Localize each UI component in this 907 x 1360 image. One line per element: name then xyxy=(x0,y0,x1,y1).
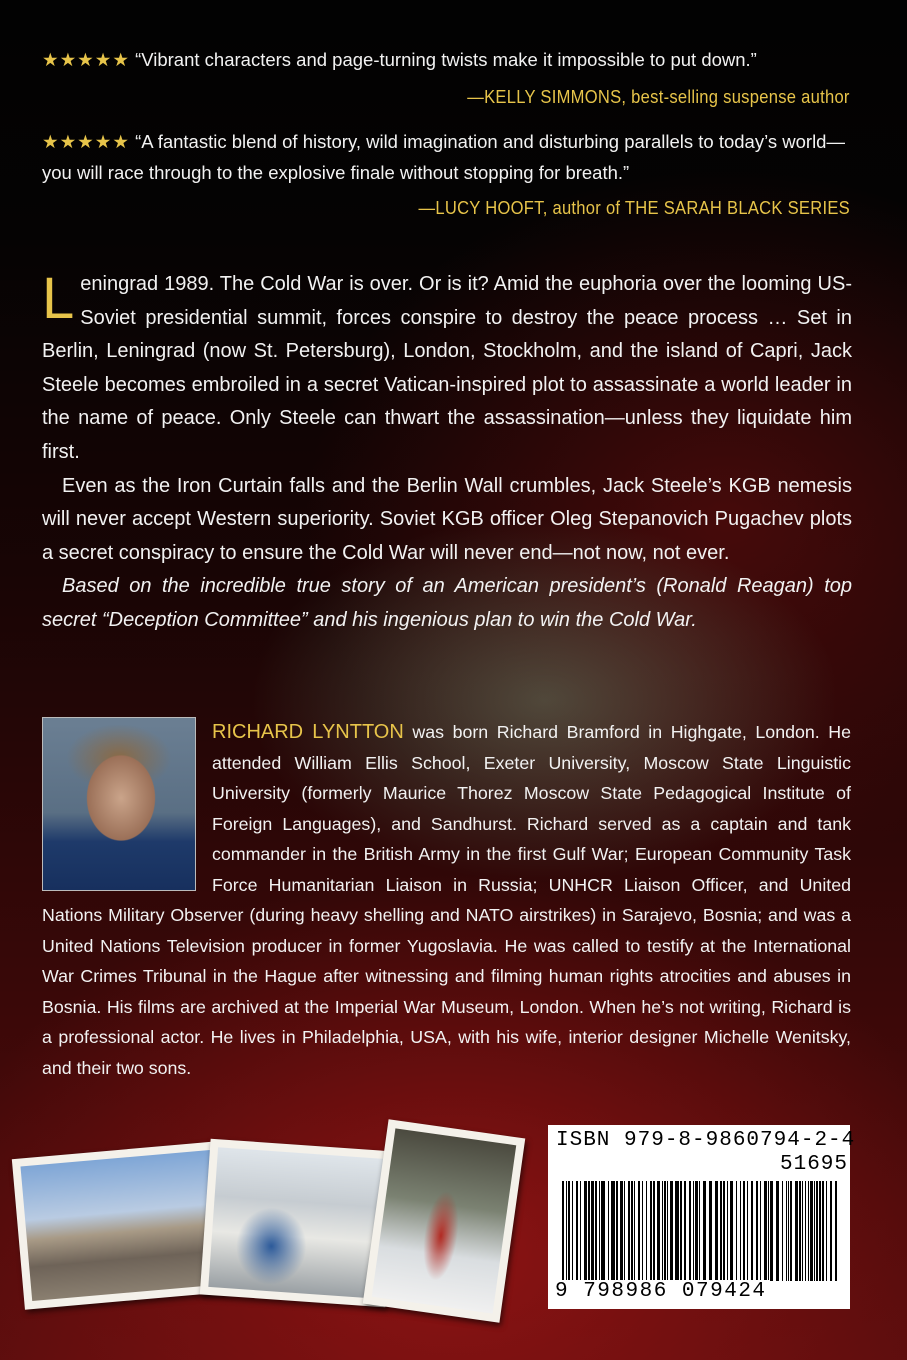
review-quote: “A fantastic blend of history, wild imagination and disturbing parallels to today’s world—you will race through to the explosive finale without stopping for breath.” xyxy=(42,131,845,183)
barcode-bar xyxy=(788,1181,789,1281)
price-code: 51695 xyxy=(780,1153,849,1176)
barcode-bar xyxy=(819,1181,821,1281)
barcode-bar xyxy=(642,1181,643,1281)
barcode-bar xyxy=(760,1181,761,1281)
barcode-bar xyxy=(776,1181,779,1281)
barcode-bar xyxy=(695,1181,698,1281)
barcode-bar xyxy=(664,1181,666,1281)
barcode-bar xyxy=(790,1181,792,1281)
barcode-bar xyxy=(662,1181,663,1281)
isbn-number: ISBN 979-8-9860794-2-4 xyxy=(556,1129,856,1152)
barcode-bar xyxy=(727,1181,728,1281)
drop-cap: L xyxy=(42,266,75,331)
barcode-bar xyxy=(591,1181,594,1281)
barcode-bar xyxy=(743,1181,745,1281)
barcode-bar xyxy=(580,1181,581,1281)
star-rating: ★★★★★ xyxy=(42,131,130,152)
barcode-bar xyxy=(638,1181,640,1281)
barcode-bar xyxy=(814,1181,815,1281)
barcode-bar xyxy=(653,1181,655,1281)
barcode-bar xyxy=(595,1181,597,1281)
barcode-bar xyxy=(584,1181,587,1281)
barcode-bar xyxy=(601,1181,605,1281)
barcode-bar xyxy=(650,1181,652,1281)
barcode-bar xyxy=(562,1181,564,1281)
review-1 xyxy=(42,44,852,75)
barcode-bar xyxy=(730,1181,733,1281)
description-tagline: Based on the incredible true story of an American president’s (Ronald Reagan) top secret “Deception Committee” and his ingenious plan to win the Cold War. xyxy=(42,575,852,631)
review-quote: “Vibrant characters and page-turning twists make it impossible to put down.” xyxy=(135,49,757,70)
barcode-bar xyxy=(805,1181,806,1281)
barcode-bar xyxy=(611,1181,615,1281)
barcode-bar xyxy=(620,1181,623,1281)
barcode-bar xyxy=(808,1181,809,1281)
description-paragraph: Leningrad 1989. The Cold War is over. Or is it? Amid the euphoria over the looming US-Soviet presidential summit, forces conspire to destroy the peace process … Set in Berlin, Leningrad (now St. Petersburg), London, Stockholm, and the island of Capri, Jack Steele becomes embroiled in a secret Vatican-inspired plot to assassinate a world leader in the name of peace. Only Steele can thwart the assassination—unless they liquidate him first. xyxy=(42,266,852,463)
barcode-bar xyxy=(634,1181,635,1281)
bio-text: was born Richard Bramford in Highgate, London. He attended William Ellis School, Exeter University, Moscow State Linguistic University (formerly Maurice Thorez Moscow State Pedagogical Institute of Foreign Languages), and Sandhurst. Richard served as a captain and tank commander in the British Army in the first Gulf War; European Community Task Force Humanitarian Liaison in Russia; UNHCR Liaison Officer, and United Nations Military Observer (during heavy shelling and NATO airstrikes) in Sarajevo, Bosnia; and was a United Nations Television producer in former Yugoslavia. He was called to testify at the International War Crimes Tribunal in the Hague after witnessing and filming human rights atrocities and abuses in Bosnia. His films are archived at the Imperial War Museum, London. When he’s not writing, Richard is a professional actor. He lives in Philadelphia, USA, with his wife, interior designer Michelle Wenitsky, and their two sons. xyxy=(42,722,851,1078)
barcode-bar xyxy=(768,1181,769,1281)
barcode-bar xyxy=(693,1181,694,1281)
barcode-bar xyxy=(689,1181,691,1281)
author-name: RICHARD LYNTTON xyxy=(212,721,404,743)
barcode-bar xyxy=(657,1181,660,1281)
author-bio xyxy=(42,717,851,1083)
barcode-bar xyxy=(822,1181,824,1281)
barcode-bar xyxy=(646,1181,647,1281)
barcode-bar xyxy=(572,1181,573,1281)
barcode-bar xyxy=(608,1181,609,1281)
barcode-bar xyxy=(816,1181,818,1281)
barcode-bar xyxy=(568,1181,570,1281)
barcode-bar xyxy=(670,1181,673,1281)
barcode-bar xyxy=(680,1181,682,1281)
barcode-bar xyxy=(588,1181,590,1281)
barcode-bar xyxy=(631,1181,633,1281)
isbn-barcode xyxy=(548,1125,856,1309)
barcode-bar xyxy=(576,1181,578,1281)
barcode-bar xyxy=(756,1181,758,1281)
barcode-bar xyxy=(830,1181,832,1281)
barcode-bar xyxy=(703,1181,706,1281)
barcode-bar xyxy=(810,1181,813,1281)
photo-ruined-building xyxy=(12,1141,230,1309)
barcode-bar xyxy=(795,1181,798,1281)
barcode-bar xyxy=(599,1181,600,1281)
review-2 xyxy=(42,126,852,188)
barcode-bar xyxy=(826,1181,827,1281)
review-credit: —KELLY SIMMONS, best-selling suspense author xyxy=(467,87,850,107)
barcode-bar xyxy=(720,1181,722,1281)
barcode-bar xyxy=(723,1181,725,1281)
barcode-bar xyxy=(715,1181,718,1281)
barcode-bar xyxy=(770,1181,773,1281)
barcode-bar xyxy=(764,1181,767,1281)
barcode-bar xyxy=(699,1181,700,1281)
book-description xyxy=(42,268,852,638)
barcode-bar xyxy=(736,1181,737,1281)
barcode-bar xyxy=(751,1181,753,1281)
barcode-bar xyxy=(616,1181,618,1281)
barcode-bar xyxy=(802,1181,803,1281)
photo-uniform xyxy=(363,1119,526,1322)
barcode-bar xyxy=(628,1181,630,1281)
barcode-bar xyxy=(624,1181,625,1281)
barcode-digits: 9 798986 079424 xyxy=(552,1280,770,1303)
barcode-bar xyxy=(667,1181,668,1281)
barcode-bar xyxy=(782,1181,783,1281)
barcode-bar xyxy=(740,1181,741,1281)
barcode-bar xyxy=(799,1181,801,1281)
barcode-bar xyxy=(684,1181,686,1281)
star-rating: ★★★★★ xyxy=(42,49,130,70)
barcode-bar xyxy=(747,1181,748,1281)
description-paragraph: Even as the Iron Curtain falls and the Berlin Wall crumbles, Jack Steele’s KGB nemesis will never accept Western superiority. Soviet KGB officer Oleg Stepanovich Pugachev plots a secret conspiracy to ensure the Cold War will never end—not now, not ever. xyxy=(42,474,852,564)
review-credit: —LUCY HOOFT, author of THE SARAH BLACK SERIES xyxy=(418,198,850,218)
barcode-bar xyxy=(786,1181,787,1281)
barcode-bar xyxy=(709,1181,712,1281)
barcode-bar xyxy=(835,1181,837,1281)
barcode-bar xyxy=(675,1181,679,1281)
barcode-bar xyxy=(566,1181,567,1281)
